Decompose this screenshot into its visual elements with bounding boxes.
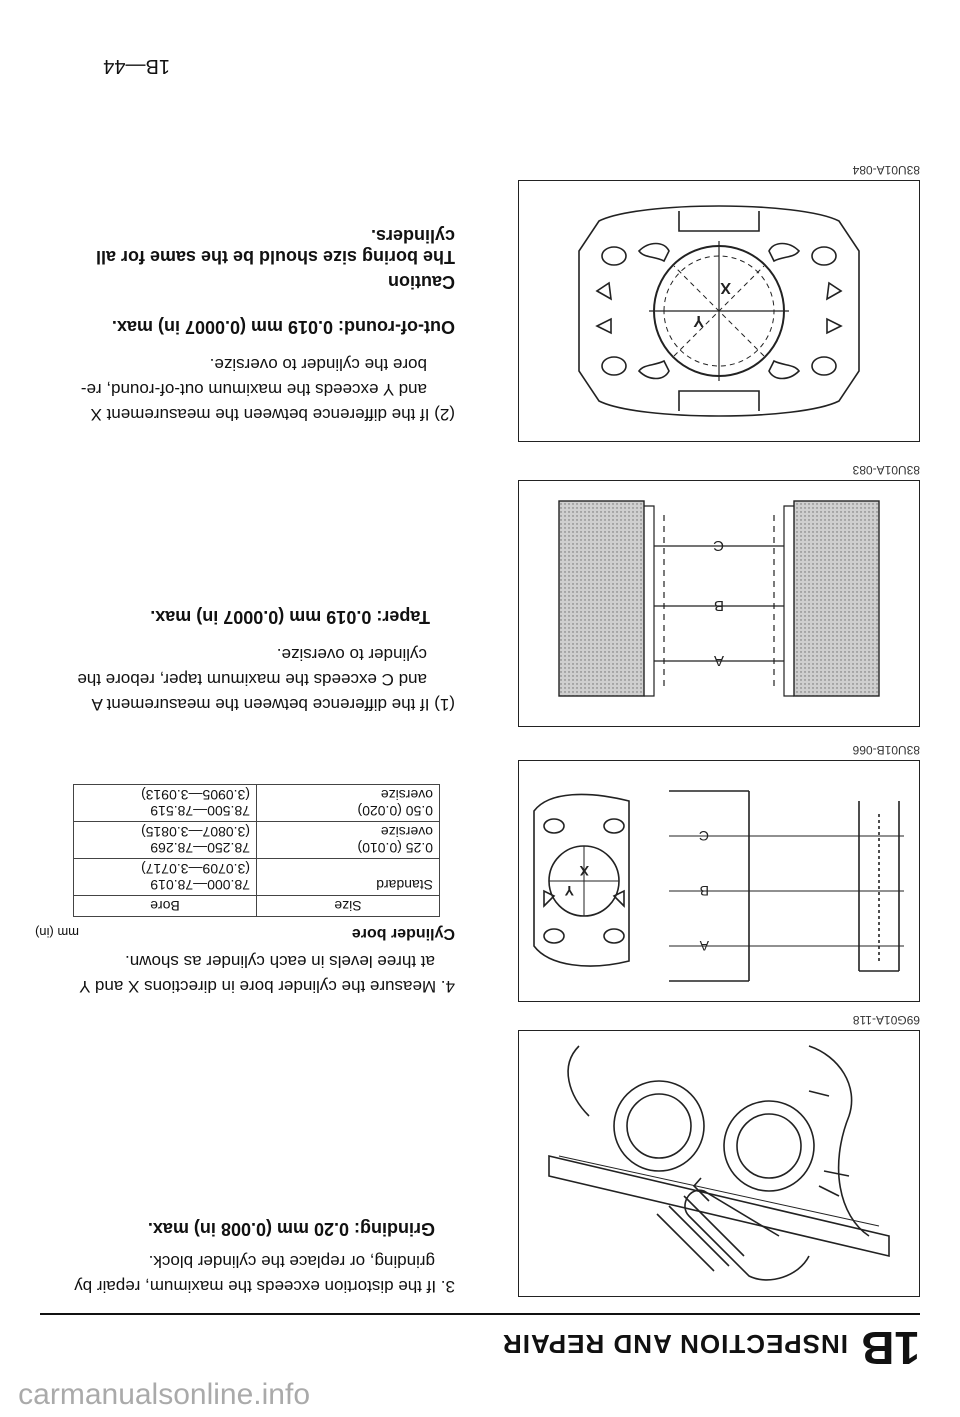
outofround-spec: Out-of-round: 0.019 mm (0.0007 in) max. — [111, 317, 455, 337]
figure-code-3: 83U01A-083 — [852, 463, 920, 477]
step4-line2: at three levels in each cylinder as shown. — [125, 952, 435, 971]
caution-title: Caution — [388, 272, 455, 292]
figure-bore-levels — [518, 480, 920, 727]
header-bore: Bore — [74, 896, 257, 917]
bore-overview-illustration — [519, 761, 919, 1001]
outofround-line2: and Y exceeds the maximum out-of-round, re- — [80, 380, 427, 399]
bore-standard-mm: 78.000—78.019 — [150, 877, 250, 893]
bore-050 — [74, 785, 257, 822]
bore-table-header — [35, 924, 455, 942]
label-y: Y — [693, 312, 704, 329]
bore-table — [73, 784, 440, 917]
figure-code-4: 83U01A-084 — [852, 163, 920, 177]
step3-line1: 3. If the distortion exceeds the maximum, repair by — [74, 1277, 455, 1296]
figure-bore-overview — [518, 760, 920, 1002]
bore-table-title: Cylinder bore — [351, 925, 455, 942]
table-row — [74, 822, 440, 859]
step4-text — [35, 949, 455, 999]
label-b: B — [699, 883, 709, 899]
bore-standard-in: (3.0709—3.0717) — [141, 861, 250, 877]
bore-directions-illustration — [519, 181, 919, 441]
table-row — [74, 859, 440, 896]
bore-levels-illustration — [519, 481, 919, 726]
section-title: INSPECTION AND REPAIR — [501, 1329, 848, 1359]
label-a: A — [713, 652, 724, 669]
figure-straightedge — [518, 1030, 920, 1297]
step3-text — [35, 1249, 455, 1299]
figure-bore-directions — [518, 180, 920, 442]
header-rule — [40, 1313, 920, 1315]
taper-spec: Taper: 0.019 mm (0.0007 in) max. — [150, 607, 430, 627]
bore-025-mm: 78.250—78.269 — [150, 840, 250, 856]
taper-line3: cylinder to oversize. — [276, 645, 427, 664]
label-c: C — [713, 537, 724, 554]
size-050 — [257, 785, 440, 822]
bore-025-in: (3.0807—3.0815) — [141, 824, 250, 840]
size-025-value: 0.25 (0.010) — [357, 840, 433, 856]
page-number: 1B—44 — [103, 55, 170, 77]
outofround-line3: bore the cylinder to oversize. — [209, 355, 427, 374]
table-row — [74, 896, 440, 917]
bore-standard — [74, 859, 257, 896]
label-b: B — [713, 597, 724, 614]
figure-code-2: 83U01B-066 — [852, 743, 920, 757]
size-050-label: oversize — [380, 787, 433, 803]
bore-050-in: (3.0905—3.0913) — [141, 787, 250, 803]
outofround-line1: (2) If the difference between the measurement X — [90, 405, 455, 424]
watermark: carmanualsonline.info — [18, 1378, 310, 1411]
label-y: Y — [564, 883, 574, 899]
caution-line2: cylinders. — [370, 226, 455, 246]
size-standard — [257, 859, 440, 896]
size-025-label: oversize — [380, 824, 433, 840]
step3-line2: grinding, or replace the cylinder block. — [148, 1252, 435, 1271]
caution-text — [35, 225, 455, 267]
label-x: X — [579, 863, 589, 879]
label-c: C — [698, 828, 709, 844]
figure-code-1: 69G01A-118 — [852, 1013, 920, 1027]
taper-line1: (1) If the difference between the measurement A — [91, 695, 455, 714]
label-a: A — [699, 938, 709, 954]
bore-050-mm: 78.500—78.519 — [150, 803, 250, 819]
caution-line1: The boring size should be the same for all — [95, 247, 455, 267]
bore-table-unit: mm (in) — [35, 925, 80, 940]
table-row — [74, 785, 440, 822]
header-size: Size — [257, 896, 440, 917]
label-x: X — [720, 279, 731, 296]
step4-line1: 4. Measure the cylinder bore in directions X and Y — [79, 977, 455, 996]
taper-text — [35, 642, 455, 717]
size-standard-label: Standard — [376, 877, 433, 893]
size-050-value: 0.50 (0.020) — [357, 803, 433, 819]
size-025 — [257, 822, 440, 859]
straightedge-illustration — [519, 1031, 919, 1296]
bore-025 — [74, 822, 257, 859]
outofround-text — [35, 352, 455, 427]
taper-line2: and C exceeds the maximum taper, rebore the — [77, 670, 427, 689]
grinding-spec: Grinding: 0.20 mm (0.008 in) max. — [147, 1219, 435, 1239]
section-badge: 1B — [861, 1322, 920, 1374]
